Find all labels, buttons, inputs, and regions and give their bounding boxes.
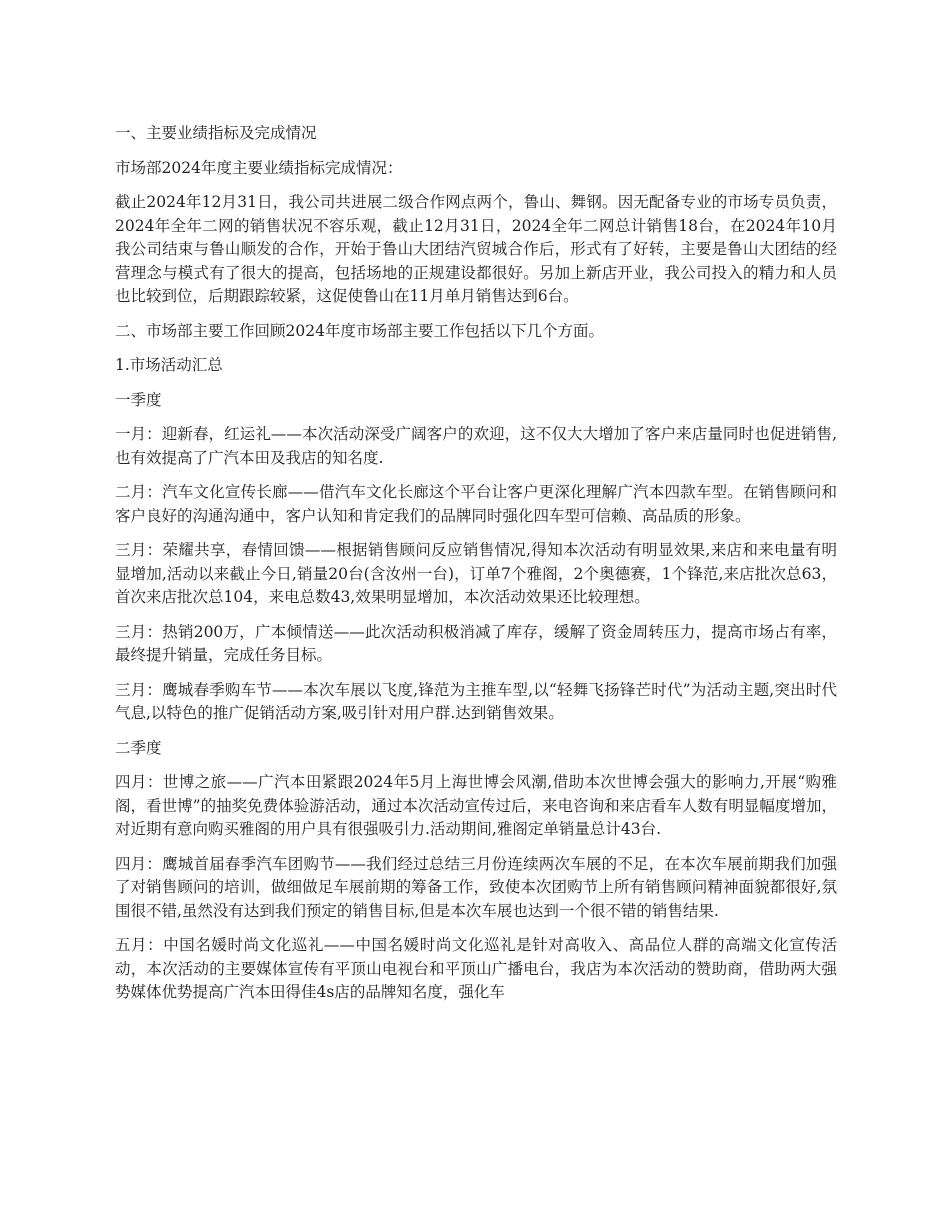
document-body — [115, 122, 837, 1016]
paragraph: 截止2024年12月31日，我公司共进展二级合作网点两个，鲁山、舞钢。因无配备专业的市场专员负责，2024年全年二网的销售状况不容乐观，截止12月31日，2024全年二网总计销售18台，在2024年10月我公司结束与鲁山顺发的合作，开始于鲁山大团结汽贸城合作后，形式有了好转，主要是鲁山大团结的经营理念与模式有了很大的提高，包括场地的正规建设都很好。另加上新店开业，我公司投入的精力和人员也比较到位，后期跟踪较紧，这促使鲁山在11月单月销售达到6台。 — [115, 193, 837, 305]
paragraph: 市场部2024年度主要业绩指标完成情况： — [115, 158, 403, 177]
paragraph: 三月：鹰城春季购车节——本次车展以飞度,锋范为主推车型,以“轻舞飞扬锋芒时代”为活动主题,突出时代气息,以特色的推广促销活动方案,吸引针对用户群.达到销售效果。 — [115, 680, 837, 722]
paragraph: 三月：荣耀共享，春情回馈——根据销售顾问反应销售情况,得知本次活动有明显效果,来店和来电量有明显增加,活动以来截止今日,销量20台(含汝州一台)，订单7个雅阁，2个奥德赛，1个锋范,来店批次总63，首次来店批次总104，来电总数43,效果明显增加，本次活动效果还比较理想。 — [115, 541, 837, 606]
paragraph: 五月：中国名媛时尚文化巡礼——中国名媛时尚文化巡礼是针对高收入、高品位人群的高端文化宣传活动，本次活动的主要媒体宣传有平顶山电视台和平顶山广播电台，我店为本次活动的赞助商，借助两大强势媒体优势提高广汽本田得佳4s店的品牌知名度，强化车 — [115, 936, 837, 1001]
paragraph: 一月：迎新春，红运礼——本次活动深受广阔客户的欢迎，这不仅大大增加了客户来店量同时也促进销售,也有效提高了广汽本田及我店的知名度. — [115, 425, 837, 467]
section-heading: 一、主要业绩指标及完成情况 — [115, 124, 317, 142]
paragraph: 二月：汽车文化宣传长廊——借汽车文化长廊这个平台让客户更深化理解广汽本四款车型。在销售顾问和客户良好的沟通沟通中，客户认知和肯定我们的品牌同时强化四车型可信赖、高品质的形象。 — [115, 483, 837, 525]
subsection-heading: 1.市场活动汇总 — [115, 356, 223, 374]
quarter-heading: 二季度 — [115, 738, 162, 757]
section-heading: 二、市场部主要工作回顾2024年度市场部主要工作包括以下几个方面。 — [115, 321, 604, 340]
paragraph: 四月：鹰城首届春季汽车团购节——我们经过总结三月份连续两次车展的不足，在本次车展前期我们加强了对销售顾问的培训，做细做足车展前期的筹备工作，致使本次团购节上所有销售顾问精神面貌都很好,氛围很不错,虽然没有达到我们预定的销售目标,但是本次车展也达到一个很不错的销售结果. — [115, 854, 837, 920]
quarter-heading: 一季度 — [115, 390, 162, 409]
paragraph: 三月：热销200万，广本倾情送——此次活动积极消减了库存，缓解了资金周转压力，提高市场占有率，最终提升销量，完成任务目标。 — [115, 622, 837, 664]
paragraph: 四月：世博之旅——广汽本田紧跟2024年5月上海世博会风潮,借助本次世博会强大的影响力,开展“购雅阁，看世博”的抽奖免费体验游活动，通过本次活动宣传过后，来电咨询和来店看车人数有明显幅度增加，对近期有意向购买雅阁的用户具有很强吸引力.活动期间,雅阁定单销量总计43台. — [115, 773, 837, 838]
